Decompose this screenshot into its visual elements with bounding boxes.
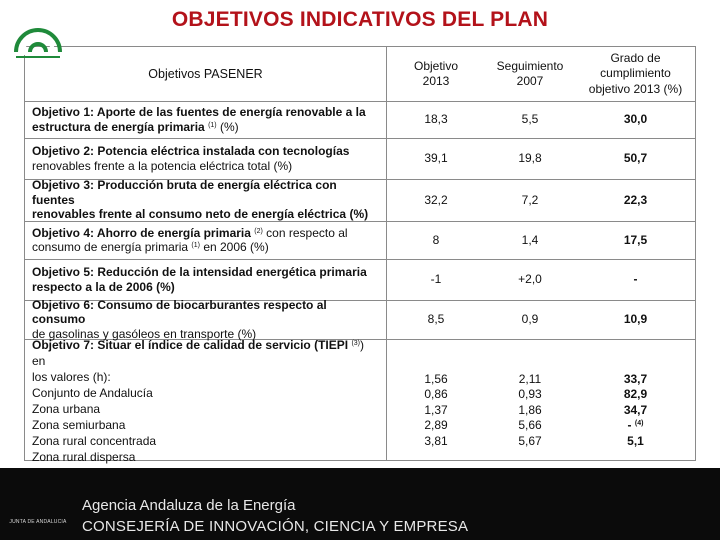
objective-4-compliance: 17,5 [623, 232, 648, 247]
objective-2-tracking: 19,8 [518, 151, 542, 166]
objective-1-target: 18,3 [424, 112, 448, 127]
objective-6-compliance: 10,9 [623, 312, 648, 327]
objective-6-label: Objetivo 6: Consumo de biocarburantes respecto al consumo de gasolinas y gasóleos en transporte (%) [32, 297, 327, 341]
objective-7-targets: 1,56 0,86 1,37 2,89 3,81 [424, 371, 448, 448]
objective-7-compliance: 33,7 82,9 34,7 - $^{(4)}$ 5,1 [623, 371, 648, 448]
objective-3-tracking: 7,2 [521, 192, 539, 207]
objective-2-target: 39,1 [424, 151, 448, 166]
zone-label: Zona urbana [32, 401, 101, 416]
objective-1-label: Objetivo 1: Aporte de las fuentes de energía renovable a la estructura de energía primaria $^{(1)}$ (%) [32, 105, 366, 134]
header-grado-cumplimiento: Grado de cumplimiento objetivo 2013 (%) [588, 50, 683, 96]
objective-6-target: 8,5 [427, 312, 445, 327]
objective-7-tracking: 2,11 0,93 1,86 5,66 5,67 [518, 371, 542, 448]
objective-2-label: Objetivo 2: Potencia eléctrica instalada con tecnologías renovables frente a la potencia eléctrica total (%) [32, 144, 350, 173]
objective-5-tracking: +2,0 [518, 272, 542, 287]
objectives-table [24, 46, 696, 464]
objective-3-compliance: 22,3 [623, 192, 648, 207]
junta-andalucia-logo-icon [8, 8, 68, 68]
agency-name: Agencia Andaluza de la Energía [82, 497, 296, 514]
zone-label: Conjunto de Andalucía [32, 385, 153, 400]
objective-1-tracking: 5,5 [521, 112, 539, 127]
header-objetivo-2013: Objetivo 2013 [413, 58, 459, 88]
objective-7-label: Objetivo 7: Situar el índice de calidad de servicio (TIEPI $^{(3)}$) en los valores (h): Conjunto de Andalucía Zona urbana Zona semiurbana Zona rural concentrada Zona rural dispersa [32, 337, 364, 464]
zone-label: Zona rural concentrada [32, 433, 157, 448]
objective-4-tracking: 1,4 [521, 232, 539, 247]
zone-label: Zona semiurbana [32, 417, 126, 432]
zone-label: Zona rural dispersa [32, 449, 136, 464]
header-objetivos: Objetivos PASENER [148, 66, 263, 81]
objective-5-compliance: - [633, 272, 638, 287]
objective-3-target: 32,2 [424, 192, 448, 207]
objective-4-target: 8 [432, 232, 440, 247]
objective-4-label: Objetivo 4: Ahorro de energía primaria $^{(2)}$ con respecto al consumo de energía primaria $^{(1)}$ en 2006 (%) [32, 225, 348, 254]
objective-5-label: Objetivo 5: Reducción de la intensidad energética primaria respecto a la de 2006 (%) [32, 265, 367, 294]
objective-3-label: Objetivo 3: Producción bruta de energía eléctrica con fuentes renovables frente al consumo neto de energía eléctrica (%) [32, 178, 369, 222]
consejeria-name: CONSEJERÍA DE INNOVACIÓN, CIENCIA Y EMPRESA [82, 518, 469, 535]
logo-caption: JUNTA DE ANDALUCIA [9, 519, 67, 525]
objective-5-target: -1 [430, 272, 442, 287]
objective-1-compliance: 30,0 [623, 112, 648, 127]
page-title: OBJETIVOS INDICATIVOS DEL PLAN [171, 8, 549, 31]
header-seguimiento-2007: Seguimiento 2007 [496, 58, 564, 88]
objective-6-tracking: 0,9 [521, 312, 539, 327]
objective-2-compliance: 50,7 [623, 151, 648, 166]
